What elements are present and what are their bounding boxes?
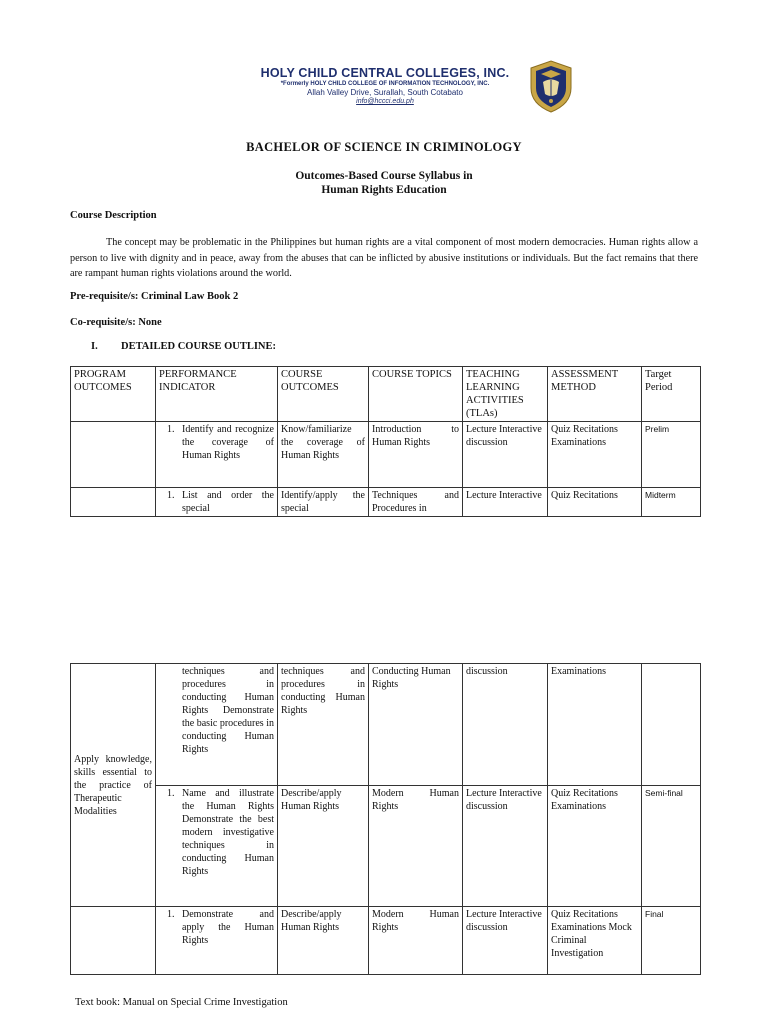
course-topic-cell: Conducting Human Rights xyxy=(369,664,463,786)
performance-indicator-cell: techniques and procedures in conducting Human Rights Demonstrate the basic procedures in conducting Human Rights xyxy=(156,664,278,786)
syllabus-title-line1: Outcomes-Based Course Syllabus in xyxy=(295,170,473,182)
item-number: 1. xyxy=(167,909,175,920)
performance-indicator-cell xyxy=(156,422,278,488)
program-outcome-cell xyxy=(71,488,156,517)
assessment-cell: Quiz Recitations Examinations xyxy=(548,786,642,907)
institution-name: HOLY CHILD CENTRAL COLLEGES, INC. xyxy=(260,66,510,80)
header-course-topics: COURSE TOPICS xyxy=(369,367,463,422)
indicator-text: Demonstrate and apply the Human Rights xyxy=(182,909,274,946)
outline-title: DETAILED COURSE OUTLINE: xyxy=(121,341,277,352)
program-outcome-cell: Apply knowledge, skills essential to the practice of Therapeutic Modalities xyxy=(71,664,156,907)
assessment-cell: Examinations xyxy=(548,664,642,786)
course-description-label: Course Description xyxy=(70,210,157,221)
course-outcome-cell: Describe/apply Human Rights xyxy=(278,907,369,975)
institution-email[interactable]: info@hccci.edu.ph xyxy=(356,98,414,105)
course-topic-cell: Introduction to Human Rights xyxy=(369,422,463,488)
program-outcome-cell xyxy=(71,907,156,975)
header-assessment-method: ASSESSMENT METHOD xyxy=(548,367,642,422)
course-topic-cell: Modern Human Rights xyxy=(369,907,463,975)
table-row xyxy=(71,664,701,786)
course-topic-cell: Techniques and Procedures in xyxy=(369,488,463,517)
course-topic-cell: Modern Human Rights xyxy=(369,786,463,907)
item-number: 1. xyxy=(167,424,175,435)
table-row xyxy=(71,488,701,517)
tla-cell: Lecture Interactive discussion xyxy=(463,422,548,488)
target-period-cell xyxy=(642,664,701,786)
performance-indicator-cell xyxy=(156,488,278,517)
outline-heading xyxy=(91,341,276,352)
textbook-note: Text book: Manual on Special Crime Investigation xyxy=(75,997,288,1008)
header-performance-indicator: PERFORMANCE INDICATOR xyxy=(156,367,278,422)
syllabus-title-line2: Human Rights Education xyxy=(321,184,447,196)
corequisite: Co-requisite/s: None xyxy=(70,317,162,328)
prerequisite: Pre-requisite/s: Criminal Law Book 2 xyxy=(70,291,239,302)
indicator-text: List and order the special xyxy=(182,490,274,514)
course-outcome-cell: Know/familiarize the coverage of Human Rights xyxy=(278,422,369,488)
item-number: 1. xyxy=(167,788,175,799)
header-tlas: TEACHING LEARNING ACTIVITIES (TLAs) xyxy=(463,367,548,422)
target-period-cell: Prelim xyxy=(642,422,701,488)
indicator-text: Identify and recognize the coverage of Human Rights xyxy=(182,424,274,461)
tla-cell: discussion xyxy=(463,664,548,786)
assessment-cell: Quiz Recitations Examinations xyxy=(548,422,642,488)
course-outcome-cell: Identify/apply the special xyxy=(278,488,369,517)
table-row xyxy=(71,786,701,907)
institution-address: Allah Valley Drive, Surallah, South Cotabato xyxy=(307,88,463,97)
course-outline-table-part1 xyxy=(70,366,701,517)
performance-indicator-cell xyxy=(156,907,278,975)
tla-cell: Lecture Interactive discussion xyxy=(463,907,548,975)
table-header-row xyxy=(71,367,701,422)
syllabus-title xyxy=(0,169,768,197)
header-program-outcomes: PROGRAM OUTCOMES xyxy=(71,367,156,422)
college-seal-logo xyxy=(527,58,575,114)
table-row xyxy=(71,907,701,975)
program-title: BACHELOR OF SCIENCE IN CRIMINOLOGY xyxy=(246,140,522,154)
outline-number: I. xyxy=(91,341,98,352)
tla-cell: Lecture Interactive discussion xyxy=(463,786,548,907)
target-period-cell: Final xyxy=(642,907,701,975)
performance-indicator-cell xyxy=(156,786,278,907)
indicator-text: Name and illustrate the Human Rights Demonstrate the best modern investigative techniques in conducting Human Rights xyxy=(182,788,274,877)
tla-cell: Lecture Interactive xyxy=(463,488,548,517)
table-row xyxy=(71,422,701,488)
assessment-cell: Quiz Recitations Examinations Mock Criminal Investigation xyxy=(548,907,642,975)
header-course-outcomes: COURSE OUTCOMES xyxy=(278,367,369,422)
course-description: The concept may be problematic in the Philippines but human rights are a vital component of most modern democracies. Human rights allow a person to live with dignity and in peace, away from the abuses that can be inflicted by abusive institutions or individuals. But the fact remains that there are rampant human rights violations around the world. xyxy=(70,237,698,279)
course-outcome-cell: techniques and procedures in conducting Human Rights xyxy=(278,664,369,786)
item-number: 1. xyxy=(167,490,175,501)
assessment-cell: Quiz Recitations xyxy=(548,488,642,517)
program-outcome-cell xyxy=(71,422,156,488)
target-period-cell: Midterm xyxy=(642,488,701,517)
header-target-period: Target Period xyxy=(642,367,701,422)
former-name: *Formerly HOLY CHILD COLLEGE OF INFORMATION TECHNOLOGY, INC. xyxy=(280,81,490,87)
target-period-cell: Semi-final xyxy=(642,786,701,907)
letterhead xyxy=(220,66,550,105)
course-outline-table-part2 xyxy=(70,663,701,975)
course-outcome-cell: Describe/apply Human Rights xyxy=(278,786,369,907)
